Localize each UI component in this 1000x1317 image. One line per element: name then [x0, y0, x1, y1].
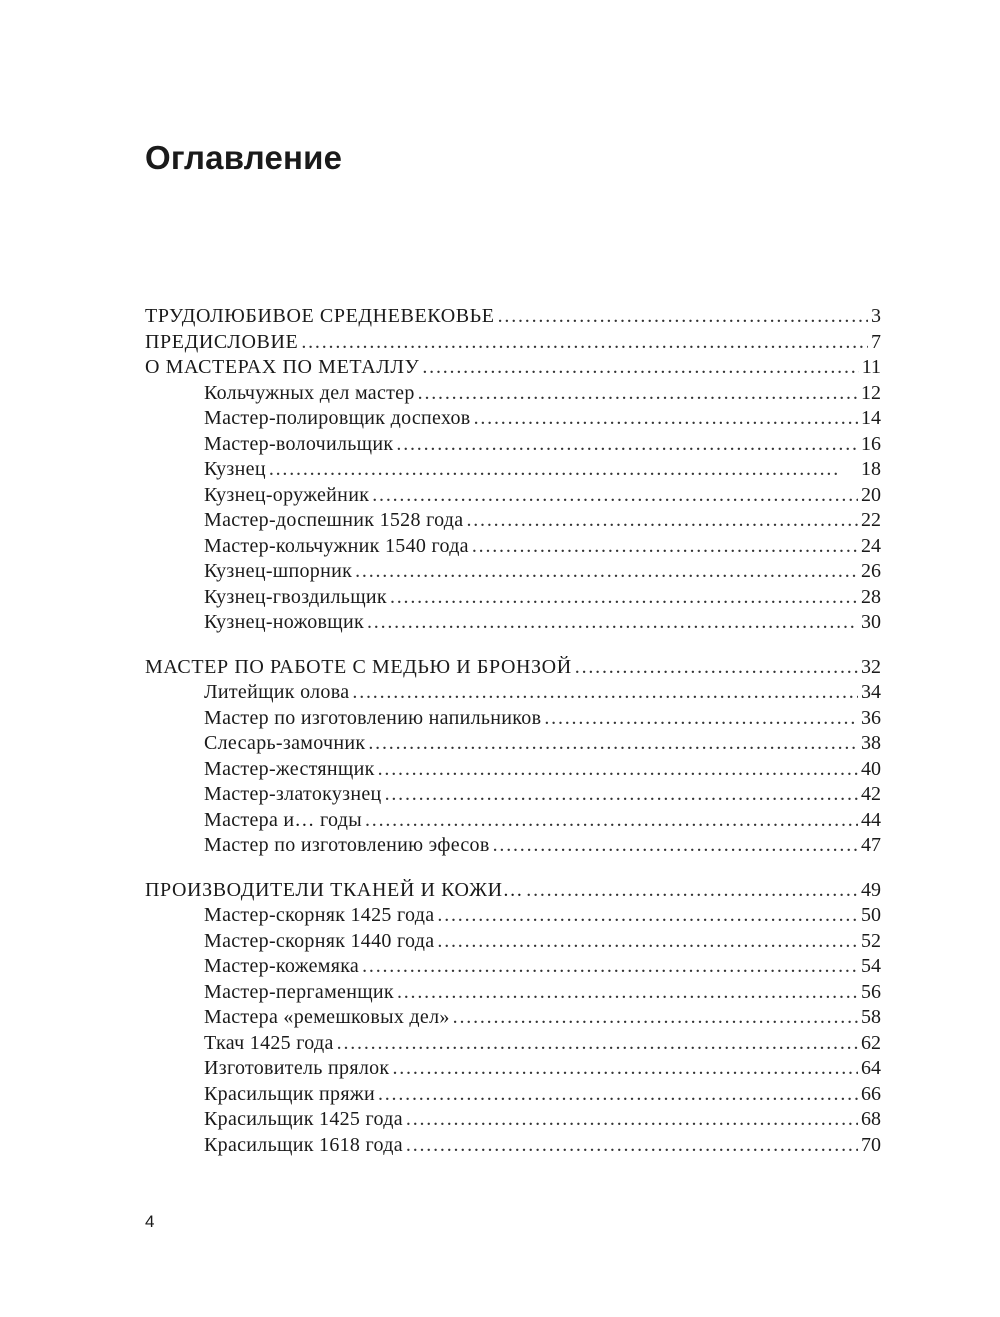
dot-leader	[362, 954, 858, 980]
toc-entry-title: Мастер-пергаменщик	[204, 980, 394, 1003]
toc-entry-title: Мастер-волочильщик	[204, 432, 394, 455]
toc-entry[interactable]	[145, 655, 881, 681]
toc-entry-page: 70	[861, 1133, 881, 1156]
toc-subentry[interactable]	[145, 954, 881, 980]
toc-section-textiles	[145, 878, 881, 1159]
dot-leader	[493, 833, 858, 859]
toc-subentry[interactable]	[145, 534, 881, 560]
toc-entry-title: ТРУДОЛЮБИВОЕ СРЕДНЕВЕКОВЬЕ	[145, 305, 495, 327]
dot-leader	[352, 680, 858, 706]
toc-entry-title: ПРЕДИСЛОВИЕ	[145, 330, 299, 353]
toc-entry-title: Мастера «ремешковых дел»	[204, 1006, 450, 1028]
toc-subentry[interactable]	[145, 483, 881, 509]
dot-leader	[472, 534, 858, 560]
toc-entry-title: Мастер-полировщик доспехов	[204, 407, 471, 429]
toc-entry-page: 3	[871, 305, 881, 327]
toc-entry-title: Ткач 1425 года	[204, 1031, 334, 1054]
toc-subentry[interactable]	[145, 1107, 881, 1133]
toc-subentry[interactable]	[145, 808, 881, 834]
toc-entry-page: 12	[861, 381, 881, 404]
dot-leader	[526, 878, 858, 904]
toc-subentry[interactable]	[145, 929, 881, 955]
toc-entry-page: 56	[861, 980, 881, 1003]
toc-entry-page: 18	[861, 458, 881, 480]
toc-entry-page: 7	[871, 330, 881, 353]
toc-subentry[interactable]	[145, 508, 881, 534]
toc-entry-page: 50	[861, 904, 881, 926]
toc-entry-page: 66	[861, 1082, 881, 1105]
toc-subentry[interactable]	[145, 980, 881, 1006]
toc-entry-title: Кольчужных дел мастер	[204, 381, 415, 404]
toc-subentry[interactable]	[145, 610, 881, 636]
dot-leader	[378, 757, 858, 783]
toc-entry-page: 36	[861, 706, 881, 729]
toc-entry-page: 38	[861, 732, 881, 754]
toc-entry-title: Изготовитель прялок	[204, 1057, 390, 1079]
toc-subentry[interactable]	[145, 1031, 881, 1057]
toc-subentry[interactable]	[145, 432, 881, 458]
toc-entry-title: Мастера и… годы	[204, 808, 362, 831]
dot-leader	[575, 655, 858, 681]
toc-entry[interactable]	[145, 355, 881, 381]
toc-entry-title: Мастер-скорняк 1440 года	[204, 929, 435, 952]
toc-entry-page: 47	[861, 834, 881, 856]
toc-entry-page: 22	[861, 509, 881, 531]
toc-entry-page: 62	[861, 1031, 881, 1054]
toc-subentry[interactable]	[145, 757, 881, 783]
dot-leader	[422, 355, 858, 381]
toc-entry[interactable]	[145, 330, 881, 356]
page-title: Оглавление	[145, 139, 343, 176]
dot-leader	[406, 1133, 858, 1159]
dot-leader	[453, 1005, 858, 1031]
toc-entry-title: Кузнец-ножовщик	[204, 611, 364, 633]
toc-entry-title: Литейщик олова	[204, 681, 350, 703]
toc-subentry[interactable]	[145, 1082, 881, 1108]
toc-subentry[interactable]	[145, 457, 881, 483]
dot-leader	[466, 508, 858, 534]
toc-entry-page: 28	[861, 585, 881, 608]
toc-entry-page: 30	[861, 611, 881, 633]
dot-leader	[397, 980, 858, 1006]
toc-entry-title: Мастер-скорняк 1425 года	[204, 904, 435, 926]
toc-entry-page: 34	[861, 681, 881, 703]
toc-entry-title: Красильщик 1618 года	[204, 1133, 403, 1156]
toc-subentry[interactable]	[145, 833, 881, 859]
toc-subentry[interactable]	[145, 381, 881, 407]
toc-section-copper	[145, 655, 881, 859]
toc-entry-title: Мастер-кожемяка	[204, 955, 360, 977]
toc-subentry[interactable]	[145, 903, 881, 929]
toc-entry-page: 40	[861, 757, 881, 780]
toc-entry-page: 68	[861, 1108, 881, 1130]
toc-subentry[interactable]	[145, 731, 881, 757]
toc-entry-page: 42	[861, 783, 881, 805]
toc-entry-title: Мастер-доспешник 1528 года	[204, 509, 464, 531]
toc-entry-page: 54	[861, 955, 881, 977]
dot-leader	[437, 929, 858, 955]
toc-entry-page: 20	[861, 483, 881, 506]
dot-leader	[355, 559, 858, 585]
dot-leader	[396, 432, 858, 458]
dot-leader	[385, 782, 858, 808]
toc-entry-title: ПРОИЗВОДИТЕЛИ ТКАНЕЙ И КОЖИ…	[145, 878, 524, 901]
toc-subentry[interactable]	[145, 1133, 881, 1159]
toc-entry-title: Мастер-жестянщик	[204, 757, 375, 780]
toc-entry-page: 52	[861, 929, 881, 952]
dot-leader	[365, 808, 858, 834]
toc-entry-title: Слесарь-замочник	[204, 732, 366, 754]
dot-leader	[301, 330, 868, 356]
toc-entry-page: 58	[861, 1006, 881, 1028]
toc-subentry[interactable]	[145, 680, 881, 706]
dot-leader	[390, 585, 858, 611]
toc-entry-title: Красильщик пряжи	[204, 1082, 375, 1105]
toc-entry-page: 14	[861, 407, 881, 429]
toc-entry-page: 11	[861, 356, 881, 378]
table-of-contents	[145, 304, 881, 1177]
dot-leader	[378, 1082, 858, 1108]
toc-entry-title: Мастер по изготовлению напильников	[204, 706, 542, 729]
dot-leader	[437, 903, 858, 929]
toc-entry[interactable]	[145, 878, 881, 904]
toc-entry-title: Мастер-кольчужник 1540 года	[204, 534, 469, 557]
dot-leader	[368, 731, 858, 757]
toc-entry-title: Кузнец-оружейник	[204, 483, 370, 506]
toc-entry-page: 26	[861, 560, 881, 582]
page-number: 4	[145, 1212, 155, 1231]
toc-entry-page: 32	[861, 655, 881, 678]
dot-leader	[418, 381, 858, 407]
toc-entry-title: Мастер по изготовлению эфесов	[204, 834, 490, 856]
dot-leader	[372, 483, 858, 509]
toc-subentry[interactable]	[145, 559, 881, 585]
dot-leader	[544, 706, 858, 732]
toc-subentry[interactable]	[145, 1056, 881, 1082]
toc-subentry[interactable]	[145, 782, 881, 808]
dot-leader	[337, 1031, 858, 1057]
dot-leader	[367, 610, 858, 636]
toc-subentry[interactable]	[145, 585, 881, 611]
dot-leader	[392, 1056, 858, 1082]
dot-leader	[406, 1107, 858, 1133]
dot-leader	[269, 457, 858, 483]
toc-entry-title: Мастер-златокузнец	[204, 783, 382, 805]
toc-entry-page: 64	[861, 1057, 881, 1079]
dot-leader	[498, 304, 868, 330]
toc-entry-title: О МАСТЕРАХ ПО МЕТАЛЛУ	[145, 356, 420, 378]
toc-entry-title: Красильщик 1425 года	[204, 1108, 403, 1130]
toc-entry-title: Кузнец-шпорник	[204, 560, 353, 582]
toc-entry-title: МАСТЕР ПО РАБОТЕ С МЕДЬЮ И БРОНЗОЙ	[145, 655, 572, 678]
toc-entry-title: Кузнец	[204, 458, 266, 480]
toc-entry-page: 44	[861, 808, 881, 831]
toc-entry-page: 49	[861, 878, 881, 901]
dot-leader	[474, 406, 858, 432]
toc-subentry[interactable]	[145, 706, 881, 732]
toc-subentry[interactable]	[145, 1005, 881, 1031]
toc-section-metal	[145, 304, 881, 636]
toc-subentry[interactable]	[145, 406, 881, 432]
toc-entry-page: 16	[861, 432, 881, 455]
toc-entry-page: 24	[861, 534, 881, 557]
toc-entry[interactable]	[145, 304, 881, 330]
toc-entry-title: Кузнец-гвоздильщик	[204, 585, 387, 608]
